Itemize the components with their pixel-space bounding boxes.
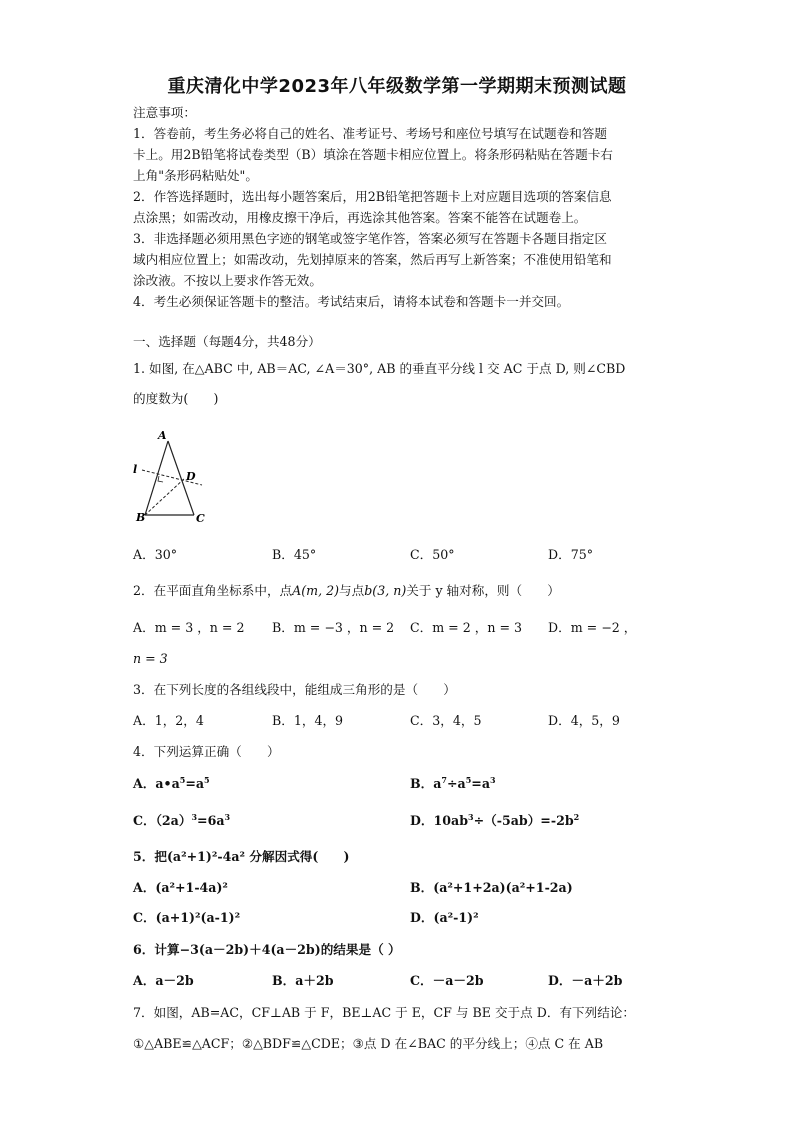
q4-c-exp: 3 [191, 812, 198, 822]
q4-d-label: D． [410, 813, 434, 828]
q1-option-c: C．50° [410, 547, 455, 562]
label-a: A [158, 429, 167, 442]
q2-prefix: 2．在平面直角坐标系中，点 [133, 583, 293, 598]
q4-b-exp2: 5 [465, 775, 472, 785]
question-7-stem: 7．如图，AB=AC，CF⊥AB 于 F，BE⊥AC 于 E，CF 与 BE 交于点 D．有下列结论： [133, 1005, 635, 1020]
q4-c-eq: =6a [197, 813, 225, 828]
question-2-stem [133, 582, 560, 600]
label-c: C [196, 512, 205, 525]
q2-point-b: b(3, n) [364, 583, 407, 598]
q4-b-label: B． [410, 776, 434, 791]
page-title: 重庆清化中学2023年八年级数学第一学期期末预测试题 [167, 76, 627, 97]
notice-line: 4．考生必须保证答题卡的整洁。考试结束后，请将本试卷和答题卡一并交回。 [133, 294, 570, 309]
q6-option-d: D．－a＋2b [548, 973, 623, 988]
notice-line: 上角"条形码粘贴处"。 [133, 168, 258, 183]
notice-line: 3．非选择题必须用黑色字迹的钢笔或签字笔作答，答案必须写在答题卡各题目指定区 [133, 231, 607, 246]
q4-d-exp2: 2 [573, 812, 580, 822]
q4-b-exp: 7 [441, 775, 447, 785]
q4-c-base: （2a） [155, 813, 192, 828]
label-l: l [133, 463, 138, 476]
q5-option-b: B．(a²+1+2a)(a²+1-2a) [410, 880, 573, 895]
q4-option-c [133, 812, 230, 830]
q2-option-b: B．m = −3 ，n = 2 [272, 620, 395, 635]
notice-line: 卡上。用2B铅笔将试卷类型（B）填涂在答题卡相应位置上。将条形码粘贴在答题卡右 [133, 147, 613, 162]
question-1-stem: 1. 如图, 在△ABC 中, AB＝AC, ∠A＝30°, AB 的垂直平分线 l 交 AC 于点 D, 则∠CBD [133, 361, 626, 376]
q4-d-exp: 3 [468, 812, 474, 822]
section-heading: 一、选择题（每题4分，共48分） [133, 334, 321, 349]
q2-option-d: D．m = −2 ， [548, 620, 637, 635]
q3-option-d: D．4，5，9 [548, 713, 620, 728]
q2-option-d-cont: n = 3 [133, 651, 168, 666]
notice-line: 涂改液。不按以上要求作答无效。 [133, 273, 322, 288]
notice-line: 1．答卷前，考生务必将自己的姓名、准考证号、考场号和座位号填写在试题卷和答题 [133, 126, 607, 141]
q4-b-mid: ÷a [447, 776, 466, 791]
q4-a-label: A． [133, 776, 156, 791]
q2-suffix: 关于 y 轴对称，则（ ） [406, 583, 560, 598]
q5-option-c: C．(a+1)²(a-1)² [133, 910, 241, 925]
question-4-stem: 4．下列运算正确（ ） [133, 744, 280, 759]
q2-option-c: C．m = 2 ，n = 3 [410, 620, 523, 635]
q2-option-a: A．m = 3 ，n = 2 [133, 620, 245, 635]
q4-a-exp: 5 [179, 775, 186, 785]
right-angle-mark [158, 476, 163, 482]
q3-option-b: B．1，4，9 [272, 713, 344, 728]
question-3-stem: 3．在下列长度的各组线段中，能组成三角形的是（ ） [133, 682, 456, 697]
q4-d-eq: ÷（-5ab）=-2b [473, 813, 574, 828]
q3-option-a: A．1，2，4 [133, 713, 204, 728]
notice-line: 2．作答选择题时，选出每小题答案后，用2B铅笔把答题卡上对应题目选项的答案信息 [133, 189, 612, 204]
q4-b-base: a [433, 776, 442, 791]
question-7-stem-cont: ①△ABE≌△ACF；②△BDF≌△CDE；③点 D 在∠BAC 的平分线上；④点 C 在 AB [133, 1036, 604, 1051]
label-b: B [136, 511, 146, 524]
q4-a-base: a•a [155, 776, 180, 791]
q4-b-eq: =a [471, 776, 491, 791]
q6-option-c: C．－a－2b [410, 973, 484, 988]
q4-option-a [133, 775, 210, 793]
triangle-figure [130, 425, 220, 525]
q4-a-eq: =a [185, 776, 205, 791]
q3-option-c: C．3，4，5 [410, 713, 482, 728]
q2-mid: 与点 [339, 583, 365, 598]
q4-d-base: 10ab [433, 813, 469, 828]
q6-option-b: B．a＋2b [272, 973, 334, 988]
q4-b-exp3: 3 [490, 775, 496, 785]
q4-option-b [410, 775, 496, 793]
q1-option-a: A．30° [133, 547, 178, 562]
q5-option-d: D．(a²-1)² [410, 910, 479, 925]
q4-option-d [410, 812, 579, 830]
q4-a-exp2: 5 [204, 775, 210, 785]
q4-c-exp2: 3 [224, 812, 231, 822]
q5-option-a: A．(a²+1-4a)² [133, 880, 228, 895]
q6-option-a: A．a－2b [133, 973, 194, 988]
question-1-stem-cont: 的度数为( ) [133, 391, 219, 406]
notice-line: 点涂黑；如需改动，用橡皮擦干净后，再选涂其他答案。答案不能答在试题卷上。 [133, 210, 587, 225]
q1-option-b: B．45° [272, 547, 317, 562]
question-6-stem: 6．计算−3(a－2b)＋4(a－2b)的结果是（ ） [133, 942, 401, 957]
notice-line: 域内相应位置上；如需改动，先划掉原来的答案，然后再写上新答案；不准使用铅笔和 [133, 252, 612, 267]
question-5-stem: 5．把(a²+1)²-4a² 分解因式得( ) [133, 849, 350, 864]
notice-heading: 注意事项： [133, 105, 196, 120]
q4-c-label: C． [133, 813, 156, 828]
q1-option-d: D．75° [548, 547, 594, 562]
label-d: D [186, 470, 196, 483]
q2-point-a: A(m, 2) [292, 583, 340, 598]
